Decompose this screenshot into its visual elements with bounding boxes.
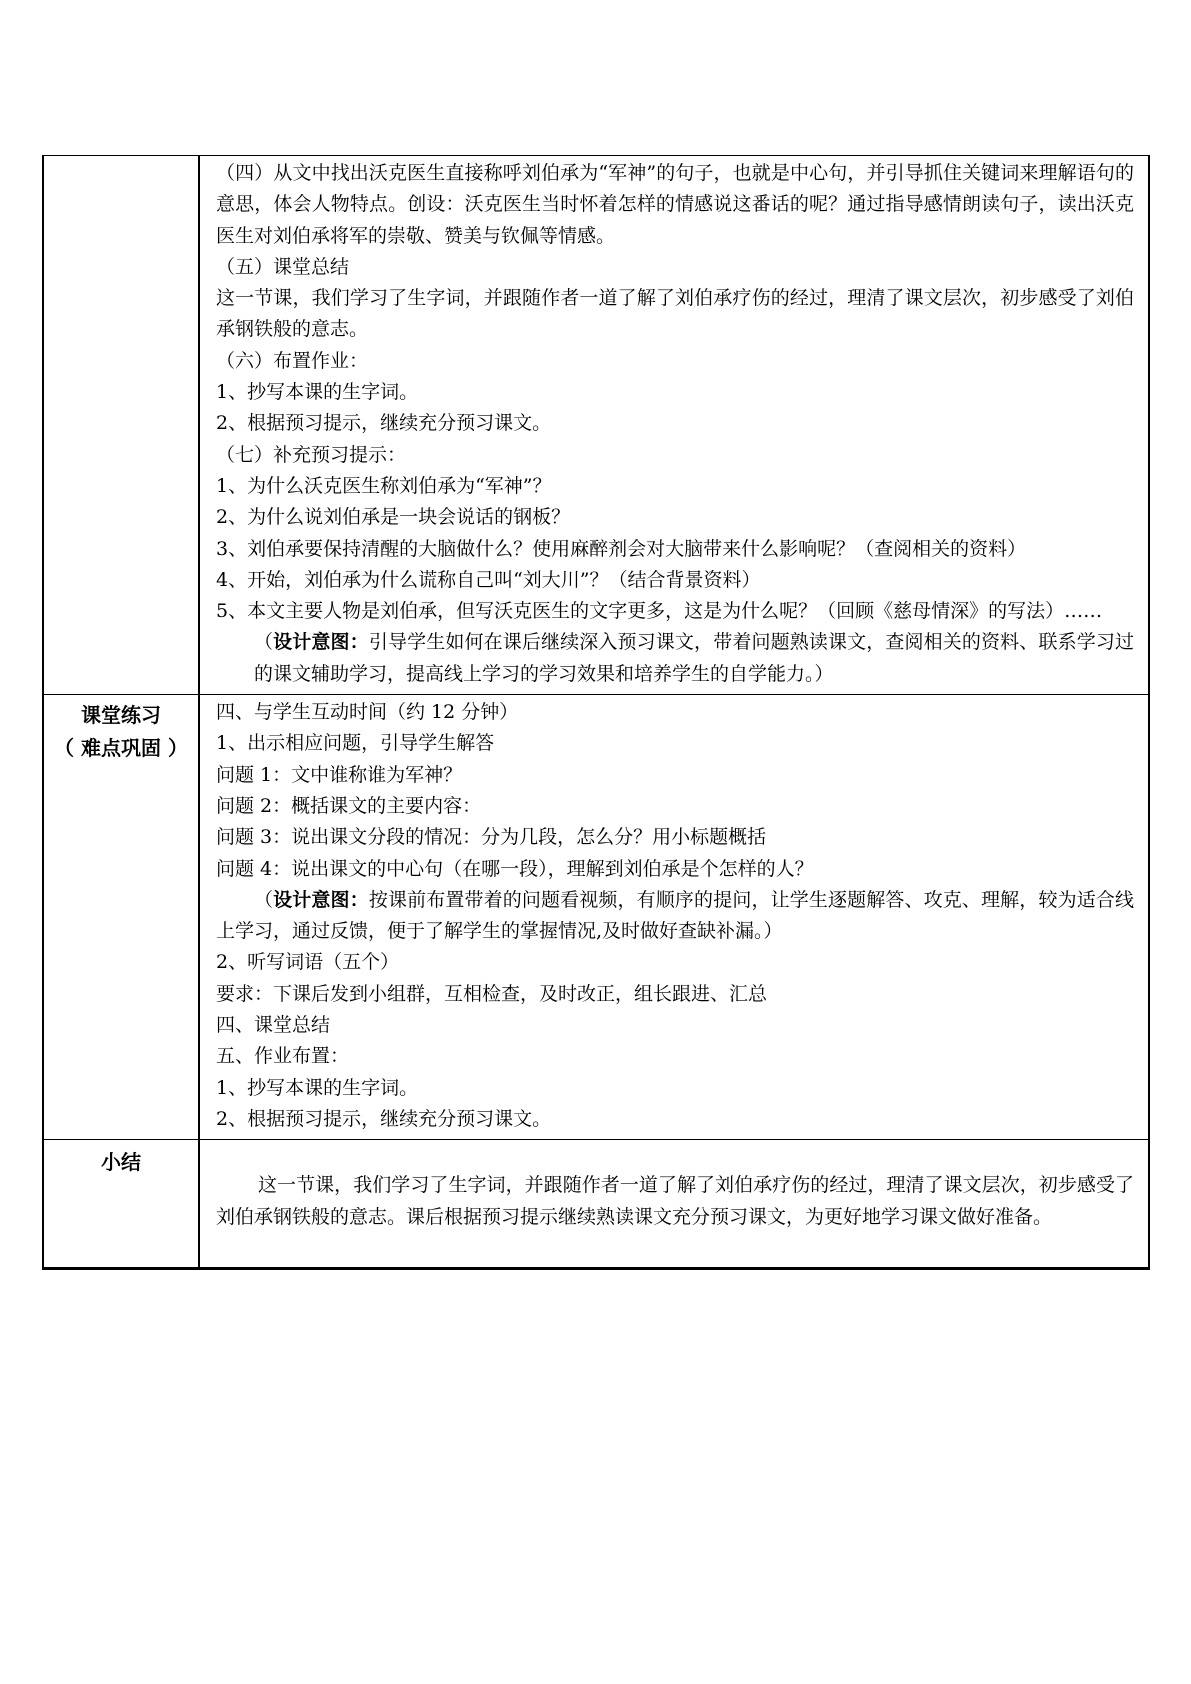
class-practice-cell bbox=[199, 695, 1149, 1140]
row-label-empty bbox=[43, 156, 199, 695]
summary-cell bbox=[199, 1140, 1149, 1269]
heading-interaction-time: 四、与学生互动时间（约 12 分钟） bbox=[216, 701, 519, 724]
label-difficulty-consolidation: （ 难点巩固 ） bbox=[54, 736, 188, 761]
homework-item-1b: 1、抄写本课的生字词。 bbox=[216, 1076, 419, 1099]
question-3: 问题 3：说出课文分段的情况：分为几段，怎么分？用小标题概括 bbox=[216, 826, 767, 849]
row-label-summary bbox=[43, 1140, 199, 1269]
lesson-plan-table bbox=[42, 155, 1150, 1270]
preview-tip-1: 1、为什么沃克医生称刘伯承为“军神”？ bbox=[216, 474, 552, 497]
label-class-practice: 课堂练习 bbox=[81, 703, 161, 728]
summary-paragraph: 这一节课，我们学习了生字词，并跟随作者一道了解了刘伯承疗伤的经过，理清了课文层次，初步感受了刘伯承钢铁般的意志。课后根据预习提示继续熟读课文充分预习课文，为更好地学习课文做好准备。 bbox=[216, 1174, 1134, 1228]
design-intent-note-1 bbox=[216, 627, 1134, 690]
dictation-requirement: 要求：下课后发到小组群，互相检查，及时改正，组长跟进、汇总 bbox=[216, 982, 768, 1005]
paragraph-step-four: （四）从文中找出沃克医生直接称呼刘伯承为“军神”的句子，也就是中心句，并引导抓住关键词来理解语句的意思，体会人物特点。创设：沃克医生当时怀着怎样的情感说这番话的呢？通过指导感情朗读句子，读出沃克医生对刘伯承将军的崇敬、赞美与钦佩等情感。 bbox=[216, 162, 1134, 247]
preview-tip-4: 4、开始，刘伯承为什么谎称自己叫“刘大川”？（结合背景资料） bbox=[216, 568, 761, 591]
practice-instruction: 1、出示相应问题，引导学生解答 bbox=[216, 732, 495, 755]
design-intent-open-paren: （ bbox=[254, 888, 274, 911]
heading-homework: （六）布置作业： bbox=[216, 349, 369, 372]
table-row-class-practice bbox=[43, 695, 1149, 1140]
design-intent-label: 设计意图： bbox=[273, 631, 369, 654]
preview-tip-3: 3、刘伯承要保持清醒的大脑做什么？使用麻醉剂会对大脑带来什么影响呢？（查阅相关的资料） bbox=[216, 537, 1027, 560]
paragraph-class-summary: 这一节课，我们学习了生字词，并跟随作者一道了解了刘伯承疗伤的经过，理清了课文层次，初步感受了刘伯承钢铁般的意志。 bbox=[216, 287, 1134, 341]
teaching-process-cell bbox=[199, 156, 1149, 695]
question-1: 问题 1：文中谁称谁为军神？ bbox=[216, 763, 463, 786]
homework-item-1: 1、抄写本课的生字词。 bbox=[216, 381, 419, 404]
dictation-heading: 2、听写词语（五个） bbox=[216, 951, 400, 974]
heading-class-summary-2: 四、课堂总结 bbox=[216, 1014, 331, 1037]
design-intent-note-2 bbox=[216, 885, 1134, 948]
heading-class-summary: （五）课堂总结 bbox=[216, 255, 350, 278]
homework-item-2: 2、根据预习提示，继续充分预习课文。 bbox=[216, 412, 552, 435]
label-summary: 小结 bbox=[101, 1150, 141, 1175]
design-intent-text: 按课前布置带着的问题看视频，有顺序的提问，让学生逐题解答、攻克、理解，较为适合线上学习，通过反馈，便于了解学生的掌握情况,及时做好查缺补漏。） bbox=[216, 888, 1134, 943]
preview-tip-2: 2、为什么说刘伯承是一块会说话的钢板？ bbox=[216, 506, 571, 529]
preview-tip-5: 5、本文主要人物是刘伯承，但写沃克医生的文字更多，这是为什么呢？（回顾《慈母情深》的写法）…… bbox=[216, 600, 1103, 623]
heading-homework-2: 五、作业布置： bbox=[216, 1045, 350, 1068]
table-row-teaching-process bbox=[43, 156, 1149, 695]
design-intent-label: 设计意图： bbox=[273, 888, 369, 911]
design-intent-open-paren: （ bbox=[254, 631, 274, 654]
question-4: 问题 4：说出课文的中心句（在哪一段），理解到刘伯承是个怎样的人？ bbox=[216, 857, 814, 880]
question-2: 问题 2：概括课文的主要内容： bbox=[216, 794, 482, 817]
design-intent-text: 引导学生如何在课后继续深入预习课文，带着问题熟读课文，查阅相关的资料、联系学习过的课文辅助学习，提高线上学习的学习效果和培养学生的自学能力。） bbox=[254, 631, 1134, 685]
row-label-class-practice bbox=[43, 695, 199, 1140]
heading-preview-tips: （七）补充预习提示： bbox=[216, 443, 407, 466]
homework-item-2b: 2、根据预习提示，继续充分预习课文。 bbox=[216, 1107, 552, 1130]
table-row-summary bbox=[43, 1140, 1149, 1269]
